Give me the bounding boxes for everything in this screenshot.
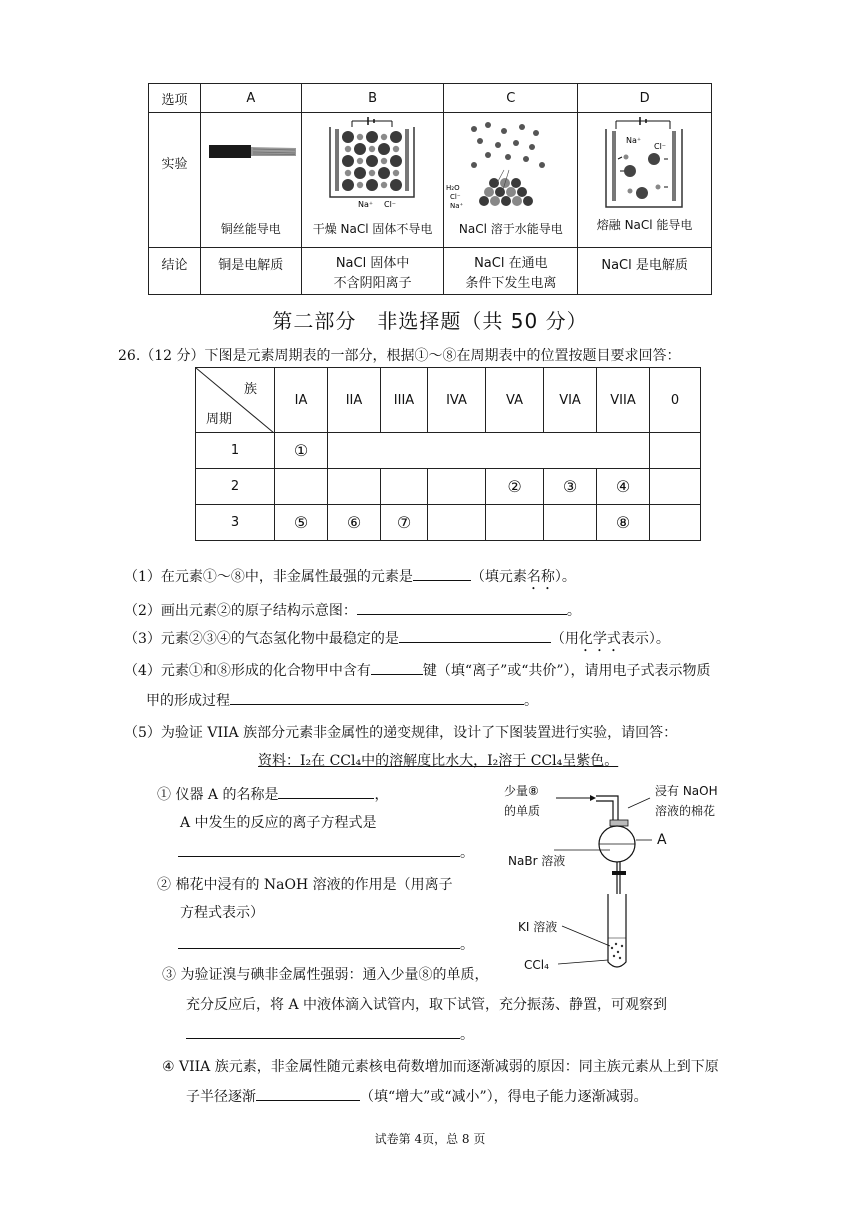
cell-exp-c xyxy=(444,113,578,248)
dry-nacl-image xyxy=(302,115,444,215)
q5-note: 资料：I₂在 CCl₄中的溶解度比水大，I₂溶于 CCl₄呈紫色。 xyxy=(258,753,619,769)
header-option: 选项 xyxy=(149,84,201,113)
q5-sub3-line2: 充分反应后，将 A 中液体滴入试管内，取下试管，充分振荡、静置，可观察到 xyxy=(186,997,668,1013)
element-3: ③ xyxy=(544,469,597,505)
cell-exp-d xyxy=(578,113,712,248)
label-cotton-b: 溶液的棉花 xyxy=(655,804,716,818)
group-iiia: IIIA xyxy=(381,368,428,433)
question-4-line2: 甲的形成过程 。 xyxy=(146,690,538,710)
caption-c: NaCl 溶于水能导电 xyxy=(458,222,563,236)
c-na-label: Na⁺ xyxy=(450,202,464,210)
q5-sub1-line1: ① 仪器 A 的名称是 ， xyxy=(157,784,388,804)
label-halogen-b: 的单质 xyxy=(504,804,541,818)
header-conclusion: 结论 xyxy=(149,248,201,295)
b-na-label: Na⁺ xyxy=(357,200,373,209)
label-halogen-a: 少量⑧ xyxy=(504,784,539,798)
answer-blank-4b[interactable] xyxy=(230,690,524,705)
element-1: ① xyxy=(275,433,328,469)
answer-blank-5-1b[interactable] xyxy=(178,842,460,857)
answer-blank-2[interactable] xyxy=(357,600,567,615)
caption-b: 干燥 NaCl 固体不导电 xyxy=(312,222,433,236)
col-d: D xyxy=(578,84,712,113)
nacl-solution-image xyxy=(444,115,577,215)
col-b: B xyxy=(301,84,444,113)
caption-a: 铜丝能导电 xyxy=(220,222,281,236)
question-4-line1: （4）元素①和⑧形成的化合物甲中含有 键（填“离子”或“共价”），请用电子式表示物质 xyxy=(124,660,711,680)
c-cl-label: Cl⁻ xyxy=(450,193,461,201)
answer-blank-5-1a[interactable] xyxy=(278,784,374,799)
label-ccl4: CCl₄ xyxy=(524,958,549,972)
element-4: ④ xyxy=(597,469,650,505)
period-3: 3 xyxy=(196,505,275,541)
element-5: ⑤ xyxy=(275,505,328,541)
header-experiment: 实验 xyxy=(149,113,201,248)
group-iia: IIA xyxy=(328,368,381,433)
b-cl-label: Cl⁻ xyxy=(383,200,396,209)
answer-blank-5-3[interactable] xyxy=(186,1024,460,1039)
copper-wire-image xyxy=(201,123,301,193)
q5-sub2-line2: 方程式表示） xyxy=(180,905,264,921)
cell-exp-a xyxy=(200,113,301,248)
element-8: ⑧ xyxy=(597,505,650,541)
q5-sub2-line3: 。 xyxy=(178,934,474,954)
label-ki: KI 溶液 xyxy=(518,920,558,934)
answer-blank-3[interactable] xyxy=(399,628,551,643)
label-a: A xyxy=(657,832,667,848)
answer-blank-5-2[interactable] xyxy=(178,934,460,949)
element-2: ② xyxy=(486,469,544,505)
section-title: 第二部分 非选择题（共 50 分） xyxy=(272,309,588,333)
answer-blank-5-4[interactable] xyxy=(256,1086,360,1101)
q5-sub3-line1: ③ 为验证溴与碘非金属性强弱：通入少量⑧的单质， xyxy=(162,967,489,983)
q26-intro: 26.（12 分）下图是元素周期表的一部分，根据①～⑧在周期表中的位置按题目要求回答： xyxy=(118,348,681,364)
periodic-table xyxy=(195,367,701,541)
group-va: VA xyxy=(486,368,544,433)
apparatus-diagram xyxy=(500,776,760,976)
element-7: ⑦ xyxy=(381,505,428,541)
answer-blank-4a[interactable] xyxy=(371,660,423,675)
corner-group-label: 族 xyxy=(244,382,258,397)
element-6: ⑥ xyxy=(328,505,381,541)
q5-sub2-line1: ② 棉花中浸有的 NaOH 溶液的作用是（用离子 xyxy=(157,877,453,893)
period-1: 1 xyxy=(196,433,275,469)
conclusion-a: 铜是电解质 xyxy=(200,248,301,295)
q5-sub1-line3: 。 xyxy=(178,842,474,862)
group-via: VIA xyxy=(544,368,597,433)
conclusion-d: NaCl 是电解质 xyxy=(578,248,712,295)
group-0: 0 xyxy=(650,368,701,433)
group-iva: IVA xyxy=(428,368,486,433)
group-ia: IA xyxy=(275,368,328,433)
q5-sub1-line2: A 中发生的反应的离子方程式是 xyxy=(180,815,377,831)
question-1: （1）在元素①～⑧中，非金属性最强的元素是 （填元素名称）。 xyxy=(124,566,576,593)
page-footer: 试卷第 4页，总 8 页 xyxy=(374,1132,486,1146)
question-2: （2）画出元素②的原子结构示意图： 。 xyxy=(124,600,581,620)
col-a: A xyxy=(200,84,301,113)
question-3: （3）元素②③④的气态氢化物中最稳定的是 （用化学式表示）。 xyxy=(124,628,670,655)
group-viia: VIIA xyxy=(597,368,650,433)
answer-blank-1[interactable] xyxy=(413,566,471,581)
corner-cell xyxy=(196,368,275,433)
cell-exp-b xyxy=(301,113,444,248)
c-h2o-label: H₂O xyxy=(446,184,461,192)
experiment-table xyxy=(148,83,712,295)
q5-sub4-line2: 子半径逐渐 （填“增大”或“减小”），得电子能力逐渐减弱。 xyxy=(186,1086,648,1106)
conclusion-b: NaCl 固体中 不含阴阳离子 xyxy=(301,248,444,295)
q5-sub3-line3: 。 xyxy=(186,1024,474,1044)
label-nabr: NaBr 溶液 xyxy=(508,854,566,868)
corner-period-label: 周期 xyxy=(206,412,233,427)
label-cotton-a: 浸有 NaOH xyxy=(655,784,718,798)
d-na-label: Na⁺ xyxy=(626,136,642,145)
period-2: 2 xyxy=(196,469,275,505)
question-5-intro: （5）为验证 VIIA 族部分元素非金属性的递变规律，设计了下图装置进行实验，请回答： xyxy=(124,725,678,741)
caption-d: 熔融 NaCl 能导电 xyxy=(596,218,693,232)
molten-nacl-image xyxy=(578,115,711,215)
col-c: C xyxy=(444,84,578,113)
q5-sub4-line1: ④ VIIA 族元素，非金属性随元素核电荷数增加而逐渐减弱的原因：同主族元素从上到下原 xyxy=(162,1059,719,1075)
conclusion-c: NaCl 在通电 条件下发生电离 xyxy=(444,248,578,295)
d-cl-label: Cl⁻ xyxy=(654,142,667,151)
